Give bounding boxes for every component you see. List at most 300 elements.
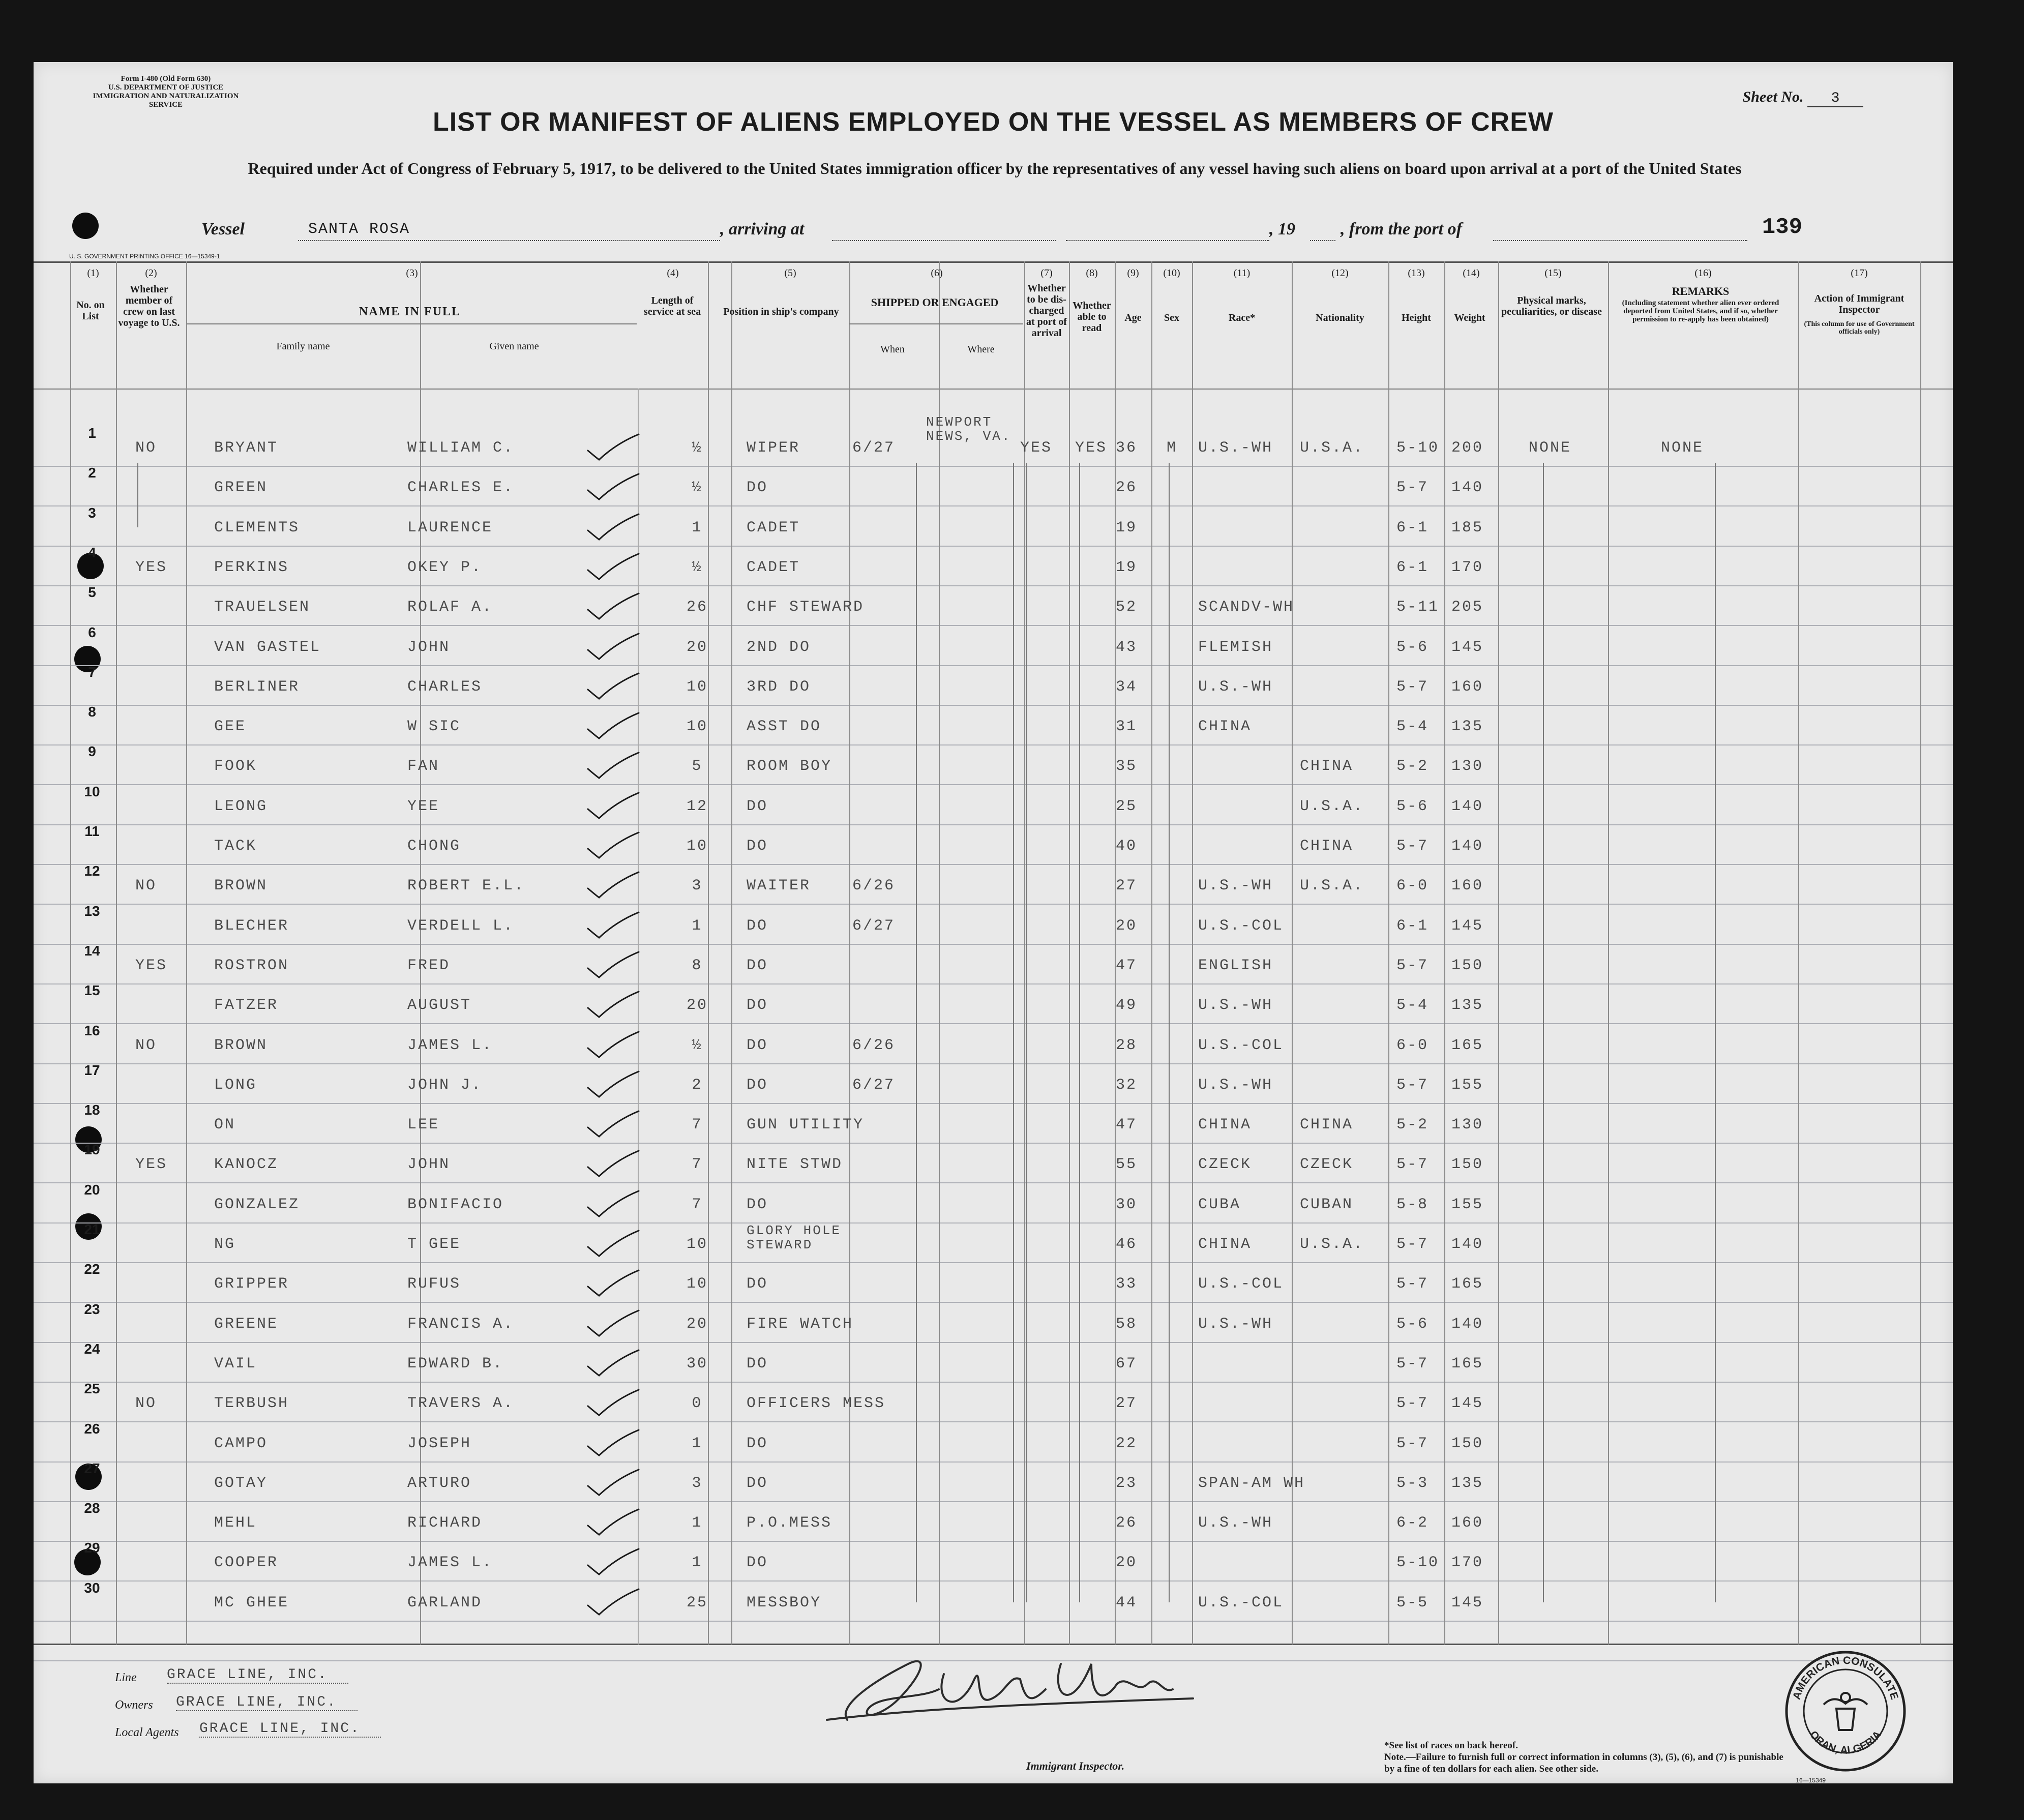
check-mark-icon — [586, 991, 642, 1019]
service-cell: 10 — [686, 1275, 708, 1293]
given-name-cell: ARTURO — [407, 1474, 472, 1492]
weight-cell: 140 — [1451, 838, 1484, 855]
position-cell: FIRE WATCH — [747, 1315, 854, 1333]
column-number: (12) — [1331, 267, 1349, 279]
position-cell: CADET — [747, 558, 800, 576]
position-cell: P.O.MESS — [747, 1514, 832, 1532]
given-name-cell: LAURENCE — [407, 519, 493, 536]
race-cell: SPAN-AM WH — [1198, 1474, 1305, 1492]
line-label: Line — [115, 1671, 137, 1684]
column-number: (3) — [406, 267, 418, 279]
arriving-label: , arriving at — [720, 220, 805, 238]
age-cell: 49 — [1116, 997, 1138, 1015]
given-name-cell: OKEY P. — [407, 558, 483, 576]
weight-cell: 185 — [1451, 519, 1484, 536]
weight-cell: 200 — [1451, 439, 1484, 457]
check-mark-icon — [586, 1469, 642, 1497]
check-mark-icon — [586, 1031, 642, 1059]
weight-cell: 150 — [1451, 1156, 1484, 1174]
height-cell: 6-2 — [1396, 1514, 1429, 1532]
column-number: (7) — [1040, 267, 1053, 279]
weight-cell: 165 — [1451, 1036, 1484, 1054]
weight-cell: 150 — [1451, 1435, 1484, 1452]
position-cell: 3RD DO — [747, 678, 811, 696]
vessel-label: Vessel — [201, 220, 245, 238]
age-cell: 27 — [1116, 1395, 1138, 1413]
row-rule — [34, 665, 1953, 666]
service-cell: 26 — [686, 599, 708, 616]
given-name-cell: RICHARD — [407, 1514, 483, 1532]
family-name-cell: TRAUELSEN — [214, 599, 311, 616]
family-name-cell: GONZALEZ — [214, 1196, 300, 1213]
age-cell: 27 — [1116, 877, 1138, 895]
service-cell: 30 — [686, 1355, 708, 1373]
manifest-sheet — [34, 62, 1953, 1783]
family-name-cell: BROWN — [214, 877, 268, 895]
weight-cell: 155 — [1451, 1076, 1484, 1094]
row-number: 14 — [84, 942, 100, 959]
row-number: 1 — [88, 425, 96, 441]
given-name-cell: RUFUS — [407, 1275, 461, 1293]
row-number: 7 — [88, 664, 96, 680]
row-number: 17 — [84, 1062, 100, 1078]
column-rule — [1024, 261, 1025, 1645]
row-number: 2 — [88, 465, 96, 481]
height-cell: 5-8 — [1396, 1196, 1429, 1213]
agents-label: Local Agents — [115, 1726, 179, 1739]
service-cell: 10 — [686, 1236, 708, 1253]
family-name-cell: NG — [214, 1236, 236, 1253]
family-name-cell: GEE — [214, 718, 247, 736]
position-cell: WIPER — [747, 439, 800, 457]
age-cell: 47 — [1116, 957, 1138, 974]
col-head-discharged: Whether to be dis-charged at port of arrival — [1026, 283, 1067, 339]
vessel-line — [201, 220, 1778, 245]
row-rule — [34, 784, 1953, 785]
check-mark-icon — [586, 712, 642, 740]
shipped-where-cell: NEWPORT NEWS, VA. — [926, 414, 1011, 444]
name-sub-rule — [187, 323, 637, 324]
height-cell: 5-7 — [1396, 1355, 1429, 1373]
family-name-cell: MEHL — [214, 1514, 257, 1532]
page-number: 139 — [1762, 215, 1802, 240]
from-port-label: , from the port of — [1341, 220, 1462, 238]
weight-cell: 135 — [1451, 1474, 1484, 1492]
given-name-cell: W SIC — [407, 718, 461, 736]
service-cell: 1 — [692, 917, 703, 935]
position-cell: 2ND DO — [747, 638, 811, 656]
family-name-cell: BRYANT — [214, 439, 279, 457]
weight-cell: 170 — [1451, 558, 1484, 576]
col-head-no: No. on List — [76, 300, 105, 322]
race-cell: ENGLISH — [1198, 957, 1273, 974]
row-rule — [34, 904, 1953, 905]
vessel-name: SANTA ROSA — [308, 221, 410, 238]
family-name-cell: BROWN — [214, 1036, 268, 1054]
row-rule — [34, 1182, 1953, 1183]
col-head-where: Where — [967, 344, 995, 355]
given-name-cell: FRANCIS A. — [407, 1315, 515, 1333]
sheet-number-label: Sheet No. — [1742, 88, 1804, 105]
row-rule — [34, 1461, 1953, 1463]
position-cell: DO — [747, 1355, 768, 1373]
height-cell: 5-10 — [1396, 439, 1440, 457]
family-name-cell: TERBUSH — [214, 1395, 289, 1413]
height-cell: 5-5 — [1396, 1594, 1429, 1612]
row-rule — [34, 1621, 1953, 1622]
weight-cell: 140 — [1451, 797, 1484, 815]
service-cell: 7 — [692, 1116, 703, 1134]
position-cell: DO — [747, 997, 768, 1015]
row-rule — [34, 705, 1953, 706]
family-name-cell: MC GHEE — [214, 1594, 289, 1612]
family-name-cell: VAN GASTEL — [214, 638, 321, 656]
age-cell: 30 — [1116, 1196, 1138, 1213]
race-cell: U.S.-WH — [1198, 1315, 1273, 1333]
family-name-cell: CLEMENTS — [214, 519, 300, 536]
col-head-shipped: SHIPPED OR ENGAGED — [871, 296, 999, 309]
position-cell: CHF STEWARD — [747, 599, 865, 616]
row-number: 15 — [84, 982, 100, 999]
seal-bottom-text: ORAN, ALGERIA — [1807, 1728, 1884, 1756]
row-rule — [34, 1421, 1953, 1422]
family-name-cell: BLECHER — [214, 917, 289, 935]
printer-note: U. S. GOVERNMENT PRINTING OFFICE 16—15349-1 — [69, 253, 220, 260]
height-cell: 5-7 — [1396, 1275, 1429, 1293]
weight-cell: 140 — [1451, 479, 1484, 497]
column-rule — [1444, 261, 1445, 1645]
weight-cell: 145 — [1451, 917, 1484, 935]
nationality-cell: U.S.A. — [1300, 797, 1364, 815]
given-name-cell: JOHN — [407, 638, 451, 656]
given-name-cell: ROBERT E.L. — [407, 877, 525, 895]
seal-top-text: AMERICAN CONSULATE — [1791, 1654, 1900, 1701]
age-cell: 58 — [1116, 1315, 1138, 1333]
height-cell: 5-3 — [1396, 1474, 1429, 1492]
check-mark-icon — [586, 553, 642, 581]
row-rule — [34, 1342, 1953, 1343]
family-name-cell: FATZER — [214, 997, 279, 1015]
column-rule — [1151, 261, 1152, 1645]
check-mark-icon — [586, 1309, 642, 1338]
row-number: 25 — [84, 1381, 100, 1397]
height-cell: 5-10 — [1396, 1554, 1440, 1572]
page-subtitle: Required under Act of Congress of February 5, 1917, to be delivered to the United States immigration officer by the representatives of any vessel having such aliens on board upon arrival at a port of the United States — [248, 159, 1742, 177]
arriving-blank — [832, 240, 1056, 241]
where-ditto — [1013, 463, 1014, 1602]
given-name-cell: CHARLES E. — [407, 479, 515, 497]
service-cell: 1 — [692, 1435, 703, 1452]
svg-text:ORAN, ALGERIA — [1807, 1729, 1884, 1756]
race-cell: U.S.-WH — [1198, 877, 1273, 895]
service-cell: 3 — [692, 1474, 703, 1492]
row-rule — [34, 1143, 1953, 1144]
row-number: 30 — [84, 1579, 100, 1596]
column-rule — [1608, 261, 1609, 1645]
service-cell: 7 — [692, 1196, 703, 1213]
row-number: 23 — [84, 1301, 100, 1317]
shipped-when-cell: 6/26 — [852, 877, 896, 895]
shipped-when-cell: 6/27 — [852, 439, 896, 457]
column-number: (5) — [784, 267, 796, 279]
owners-value: GRACE LINE, INC. — [176, 1694, 358, 1711]
weight-cell: 140 — [1451, 1236, 1484, 1253]
row-rule — [34, 1302, 1953, 1303]
discharged-ditto — [1026, 463, 1027, 1602]
service-cell: 1 — [692, 1554, 703, 1572]
family-name-cell: CAMPO — [214, 1435, 268, 1452]
eagle-icon — [1824, 1693, 1867, 1730]
age-cell: 52 — [1116, 599, 1138, 616]
given-name-cell: AUGUST — [407, 997, 472, 1015]
height-cell: 5-7 — [1396, 678, 1429, 696]
age-cell: 28 — [1116, 1036, 1138, 1054]
service-cell: 0 — [692, 1395, 703, 1413]
physical-ditto — [1543, 463, 1544, 1602]
position-cell: OFFICERS MESS — [747, 1395, 886, 1413]
given-name-cell: CHARLES — [407, 678, 483, 696]
height-cell: 6-0 — [1396, 1036, 1429, 1054]
row-number: 26 — [84, 1420, 100, 1437]
height-cell: 5-6 — [1396, 797, 1429, 815]
row-number: 4 — [88, 544, 96, 560]
height-cell: 5-4 — [1396, 997, 1429, 1015]
race-cell: CHINA — [1198, 1116, 1252, 1134]
weight-cell: 145 — [1451, 638, 1484, 656]
line-value: GRACE LINE, INC. — [167, 1667, 348, 1684]
weight-cell: 170 — [1451, 1554, 1484, 1572]
col-head-sex: Sex — [1164, 312, 1179, 323]
position-cell: ASST DO — [747, 718, 822, 736]
department-name: U.S. DEPARTMENT OF JUSTICE — [108, 83, 224, 92]
column-number: (16) — [1694, 267, 1712, 279]
column-rule — [939, 261, 940, 1645]
form-number: Form I-480 (Old Form 630) — [121, 75, 211, 83]
position-cell: WAITER — [747, 877, 811, 895]
position-cell: DO — [747, 1474, 768, 1492]
position-cell: DO — [747, 1196, 768, 1213]
check-mark-icon — [586, 1110, 642, 1139]
col-head-when: When — [880, 344, 905, 355]
weight-cell: 130 — [1451, 758, 1484, 775]
races-note: *See list of races on back hereof. — [1384, 1740, 1518, 1751]
row-rule — [34, 1222, 1953, 1224]
service-cell: 10 — [686, 838, 708, 855]
from-port-blank — [1493, 240, 1747, 241]
service-cell: 25 — [686, 1594, 708, 1612]
given-name-cell: JAMES L. — [407, 1554, 493, 1572]
service-cell: 8 — [692, 957, 703, 974]
col-head-position: Position in ship's company — [723, 306, 839, 317]
col-head-action: Action of Immigrant Inspector — [1814, 293, 1904, 315]
race-cell: CHINA — [1198, 718, 1252, 736]
height-cell: 5-7 — [1396, 838, 1429, 855]
row-rule — [34, 546, 1953, 547]
service-cell: 10 — [686, 718, 708, 736]
height-cell: 5-11 — [1396, 599, 1440, 616]
crew-table — [34, 261, 1953, 1645]
col-head-race: Race* — [1228, 312, 1256, 323]
check-mark-icon — [586, 1389, 642, 1417]
height-cell: 5-7 — [1396, 1236, 1429, 1253]
able-to-read-cell: YES — [1075, 439, 1108, 457]
form-identifier — [79, 75, 252, 109]
height-cell: 5-7 — [1396, 1156, 1429, 1174]
column-rule — [186, 261, 187, 1645]
column-rule — [849, 261, 850, 1645]
row-rule — [34, 1262, 1953, 1263]
weight-cell: 145 — [1451, 1395, 1484, 1413]
column-number: (14) — [1463, 267, 1480, 279]
age-cell: 25 — [1116, 797, 1138, 815]
column-rule — [1292, 261, 1293, 1645]
family-name-cell: GREEN — [214, 479, 268, 497]
service-cell: 12 — [686, 797, 708, 815]
given-name-cell: FAN — [407, 758, 440, 775]
given-name-cell: WILLIAM C. — [407, 439, 515, 457]
col-head-weight: Weight — [1454, 312, 1485, 323]
last-voyage-cell: YES — [135, 1156, 168, 1174]
remarks-cell: NONE — [1661, 439, 1704, 457]
row-rule — [34, 744, 1953, 745]
column-number: (4) — [667, 267, 679, 279]
age-cell: 22 — [1116, 1435, 1138, 1452]
column-rule — [1069, 261, 1070, 1645]
position-cell: DO — [747, 1275, 768, 1293]
position-cell: NITE STWD — [747, 1156, 843, 1174]
row-rule — [34, 864, 1953, 865]
weight-cell: 150 — [1451, 957, 1484, 974]
race-cell: SCANDV-WH — [1198, 599, 1295, 616]
row-number: 8 — [88, 704, 96, 720]
position-cell: ROOM BOY — [747, 758, 832, 775]
race-cell: U.S.-WH — [1198, 997, 1273, 1015]
height-cell: 6-1 — [1396, 519, 1429, 536]
shipped-when-cell: 6/27 — [852, 917, 896, 935]
col-head-last-voyage: Whether member of crew on last voyage to U.S. — [118, 284, 180, 329]
shipped-when-cell: 6/27 — [852, 1076, 896, 1094]
height-cell: 6-1 — [1396, 917, 1429, 935]
row-rule — [34, 585, 1953, 586]
age-cell: 67 — [1116, 1355, 1138, 1373]
service-cell: ½ — [692, 439, 703, 457]
check-mark-icon — [586, 951, 642, 979]
column-number: (10) — [1163, 267, 1180, 279]
weight-cell: 160 — [1451, 877, 1484, 895]
inspector-signature — [807, 1644, 1213, 1725]
height-cell: 6-1 — [1396, 558, 1429, 576]
weight-cell: 135 — [1451, 718, 1484, 736]
row-number: 5 — [88, 584, 96, 601]
position-cell: GUN UTILITY — [747, 1116, 865, 1134]
check-mark-icon — [586, 433, 642, 462]
row-rule — [34, 824, 1953, 825]
weight-cell: 155 — [1451, 1196, 1484, 1213]
col-head-given-name: Given name — [489, 341, 539, 352]
inspector-caption: Immigrant Inspector. — [1026, 1759, 1125, 1772]
check-mark-icon — [586, 792, 642, 820]
given-name-cell: FRED — [407, 957, 451, 974]
remarks-ditto — [1715, 463, 1716, 1602]
service-cell: ½ — [692, 1036, 703, 1054]
row-number: 21 — [84, 1221, 100, 1237]
height-cell: 5-7 — [1396, 1395, 1429, 1413]
agents-value: GRACE LINE, INC. — [199, 1721, 381, 1738]
given-name-cell: YEE — [407, 797, 440, 815]
age-cell: 34 — [1116, 678, 1138, 696]
age-cell: 36 — [1116, 439, 1138, 457]
sex-ditto — [1169, 463, 1170, 1602]
position-cell: DO — [747, 479, 768, 497]
row-number: 16 — [84, 1022, 100, 1038]
column-rule — [1798, 261, 1799, 1645]
race-cell: U.S.-COL — [1198, 1036, 1284, 1054]
consulate-seal-stamp — [1783, 1649, 1908, 1774]
family-name-cell: FOOK — [214, 758, 257, 775]
service-cell: 20 — [686, 638, 708, 656]
family-name-cell: PERKINS — [214, 558, 289, 576]
service-cell: 10 — [686, 678, 708, 696]
sheet-number-value: 3 — [1807, 91, 1863, 107]
header-sub-rule — [939, 323, 940, 389]
check-mark-icon — [586, 1070, 642, 1099]
col-head-name: NAME IN FULL — [359, 305, 461, 318]
race-cell: U.S.-COL — [1198, 1594, 1284, 1612]
position-cell: DO — [747, 957, 768, 974]
row-number: 27 — [84, 1460, 100, 1476]
row-rule — [34, 944, 1953, 945]
race-cell: U.S.-WH — [1198, 1076, 1273, 1094]
row-rule — [34, 505, 1953, 506]
age-cell: 31 — [1116, 718, 1138, 736]
nationality-cell: CZECK — [1300, 1156, 1354, 1174]
age-cell: 40 — [1116, 838, 1138, 855]
service-cell: 2 — [692, 1076, 703, 1094]
nationality-cell: U.S.A. — [1300, 1236, 1364, 1253]
given-name-cell: CHONG — [407, 838, 461, 855]
check-mark-icon — [586, 473, 642, 501]
given-name-cell: TRAVERS A. — [407, 1395, 515, 1413]
race-cell: CUBA — [1198, 1196, 1241, 1213]
weight-cell: 140 — [1451, 1315, 1484, 1333]
height-cell: 5-4 — [1396, 718, 1429, 736]
given-name-cell: JOSEPH — [407, 1435, 472, 1452]
row-number: 20 — [84, 1181, 100, 1198]
check-mark-icon — [586, 1349, 642, 1378]
check-mark-icon — [586, 1230, 642, 1258]
row-number: 18 — [84, 1102, 100, 1118]
age-cell: 26 — [1116, 479, 1138, 497]
service-cell: 1 — [692, 519, 703, 536]
height-cell: 5-7 — [1396, 957, 1429, 974]
age-cell: 26 — [1116, 1514, 1138, 1532]
check-mark-icon — [586, 672, 642, 701]
col-head-remarks-note: (Including statement whether alien ever ordered deported from United States, and if so, whether permission to re-apply has been obtained) — [1622, 299, 1779, 323]
position-cell: MESSBOY — [747, 1594, 822, 1612]
failure-note: Note.—Failure to furnish full or correct information in columns (3), (5), (6), and (7) is punishable by a fine of ten dollars for each alien. See other side. — [1384, 1752, 1783, 1774]
row-rule — [34, 983, 1953, 984]
given-name-cell: JOHN J. — [407, 1076, 483, 1094]
weight-cell: 145 — [1451, 1594, 1484, 1612]
family-name-cell: GRIPPER — [214, 1275, 289, 1293]
column-number: (8) — [1086, 267, 1098, 279]
page-title: LIST OR MANIFEST OF ALIENS EMPLOYED ON THE VESSEL AS MEMBERS OF CREW — [433, 107, 1554, 137]
height-cell: 5-7 — [1396, 1076, 1429, 1094]
service-cell: ½ — [692, 479, 703, 497]
column-number: (15) — [1544, 267, 1562, 279]
check-mark-icon — [586, 911, 642, 940]
column-number: (6) — [931, 267, 943, 279]
